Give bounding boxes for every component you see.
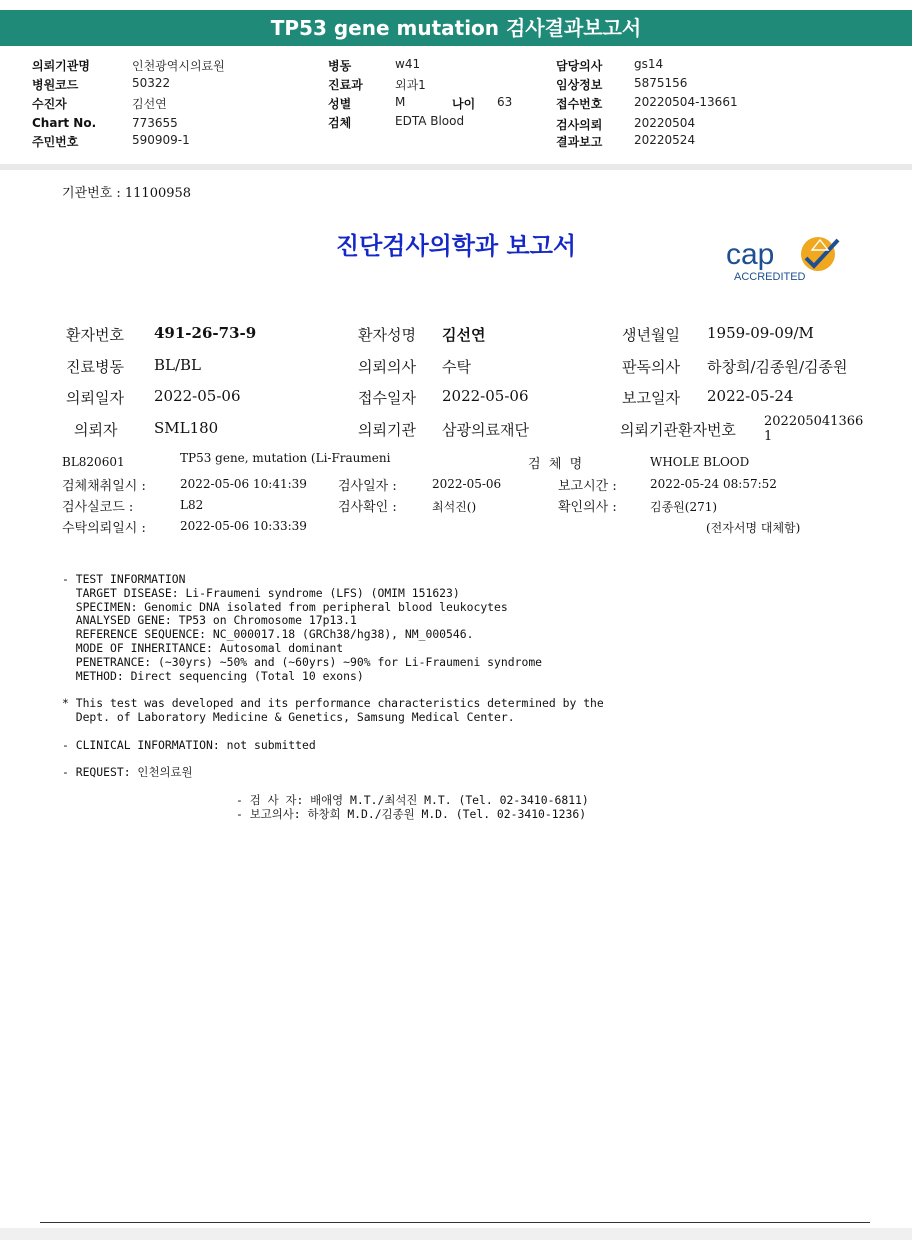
request-info: - REQUEST: 인천의료원 [62, 765, 193, 779]
h-label: 담당의사 [556, 59, 603, 73]
h-value: 20220504 [634, 116, 696, 130]
cap-text: cap [726, 238, 775, 271]
p-value: BL/BL [154, 356, 202, 374]
p-label: 환자번호 [66, 326, 124, 344]
test-note: * This test was developed and its performance characteristics determined by the Dept. of Laboratory Medicine & Genetics, Samsung Medical Center. [62, 696, 604, 724]
h-value: 김선연 [132, 97, 167, 111]
h-value: 외과1 [395, 78, 426, 92]
h-label: 임상정보 [556, 78, 603, 92]
p-value: 2022-05-06 [442, 387, 529, 405]
m-value: L82 [180, 498, 204, 512]
p-value: 202205041366 1 [764, 414, 864, 444]
h-value: 50322 [132, 76, 171, 90]
p-value: 491-26-73-9 [154, 324, 257, 342]
m-value: 2022-05-06 10:33:39 [180, 519, 307, 533]
cap-accredited: ACCREDITED [734, 271, 806, 283]
signers: - 검 사 자: 배애영 M.T./최석진 M.T. (Tel. 02-3410-6811) - 보고의사: 하창희 M.D./김종원 M.D. (Tel. 02-3410-1236) [236, 793, 589, 821]
cap-logo [722, 232, 846, 290]
h-label: 검체 [328, 116, 352, 130]
m-value: 2022-05-24 08:57:52 [650, 477, 777, 491]
h-value: 63 [497, 95, 513, 109]
report-heading: 진단검사의학과 보고서 [335, 231, 577, 260]
h-value: 773655 [132, 116, 178, 130]
p-value: 2022-05-06 [154, 387, 241, 405]
h-label: 병원코드 [32, 78, 79, 92]
h-value: EDTA Blood [395, 114, 465, 128]
footer-bar [0, 1228, 912, 1240]
institution-number: 기관번호 : 11100958 [62, 186, 192, 201]
e-signature-note: (전자서명 대체함) [706, 521, 801, 535]
h-value: gs14 [634, 57, 664, 71]
h-label: 수진자 [32, 97, 67, 111]
p-value: 김선연 [442, 326, 486, 344]
h-label: 나이 [452, 97, 476, 111]
p-label: 의뢰의사 [358, 358, 416, 376]
m-label: 보고시간 : [558, 479, 617, 494]
h-label: Chart No. [32, 116, 97, 130]
m-value: 김종원(271) [650, 500, 718, 514]
m-label: 검사실코드 : [62, 500, 134, 515]
m-label: 검사일자 : [338, 479, 397, 494]
h-label: 접수번호 [556, 97, 603, 111]
test-name: TP53 gene, mutation (Li-Fraumeni [180, 451, 391, 465]
h-value: 5875156 [634, 76, 688, 90]
m-label: 검체채취일시 : [62, 479, 146, 494]
h-value: 인천광역시의료원 [132, 59, 225, 73]
p-label: 판독의사 [622, 358, 680, 376]
p-label: 의뢰일자 [66, 389, 124, 407]
p-value: 삼광의료재단 [442, 421, 529, 439]
h-label: 병동 [328, 59, 352, 73]
report-title-bar [0, 10, 912, 46]
p-label: 접수일자 [358, 389, 416, 407]
p-label: 진료병동 [66, 358, 124, 376]
m-label: 확인의사 : [558, 500, 617, 515]
h-value: w41 [395, 57, 421, 71]
p-value: 1959-09-09/M [707, 324, 814, 342]
p-label: 생년월일 [622, 326, 680, 344]
p-label: 의뢰자 [74, 421, 118, 439]
m-label: 수탁의뢰일시 : [62, 521, 146, 536]
p-label: 보고일자 [622, 389, 680, 407]
footer-divider [40, 1222, 870, 1223]
section-divider [0, 164, 912, 170]
p-value: 수탁 [442, 358, 471, 376]
test-code: BL820601 [62, 455, 125, 469]
p-value: 하창희/김종원/김종원 [707, 358, 848, 376]
h-label: 성별 [328, 97, 352, 111]
p-label: 의뢰기관환자번호 [620, 421, 736, 439]
clinical-information: - CLINICAL INFORMATION: not submitted [62, 738, 316, 752]
h-label: 결과보고 [556, 135, 603, 149]
p-label: 환자성명 [358, 326, 416, 344]
p-value: SML180 [154, 419, 219, 437]
header-info [0, 52, 912, 164]
h-label: 검사의뢰 [556, 118, 603, 132]
m-label: 검사확인 : [338, 500, 397, 515]
h-label: 주민번호 [32, 135, 79, 149]
test-information: - TEST INFORMATION TARGET DISEASE: Li-Fraumeni syndrome (LFS) (OMIM 151623) SPECIMEN: Genomic DNA isolated from peripheral blood leukocytes ANALYSED GENE: TP53 on Chromosome 17p13.1 REFERENCE SEQUENCE: NC_000017.18 (GRCh38/hg38), NM_000546. MODE OF INHERITANCE: Autosomal dominant PENETRANCE: (~30yrs) ~50% and (~60yrs) ~90% for Li-Fraumeni syndrome METHOD: Direct sequencing (Total 10 exons) [62, 572, 543, 683]
p-label: 의뢰기관 [358, 421, 416, 439]
h-value: 20220504-13661 [634, 95, 738, 109]
h-label: 의뢰기관명 [32, 59, 90, 73]
h-value: 20220524 [634, 133, 696, 147]
h-value: 590909-1 [132, 133, 190, 147]
h-label: 진료과 [328, 78, 363, 92]
h-value: M [395, 95, 406, 109]
specimen-value: WHOLE BLOOD [650, 455, 750, 469]
m-value: 2022-05-06 [432, 477, 502, 491]
report-title: TP53 gene mutation 검사결과보고서 [270, 16, 642, 40]
p-value: 2022-05-24 [707, 387, 794, 405]
m-value: 2022-05-06 10:41:39 [180, 477, 307, 491]
specimen-label: 검 체 명 [528, 457, 583, 472]
m-value: 최석진() [432, 500, 477, 514]
